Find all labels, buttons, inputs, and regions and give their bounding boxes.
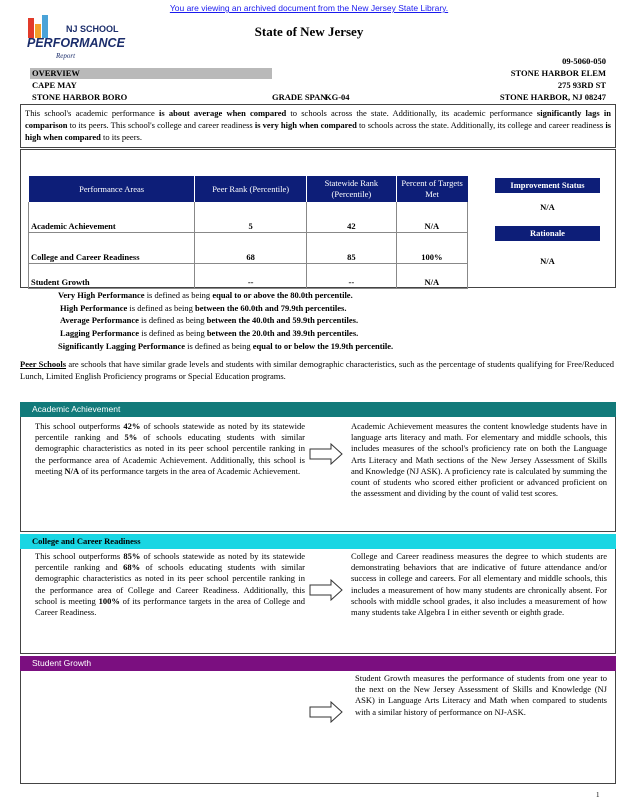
- academic-achievement-header: Academic Achievement: [20, 402, 616, 417]
- school-city-state-zip: STONE HARBOR, NJ 08247: [499, 92, 606, 102]
- academic-achievement-body: [20, 417, 616, 532]
- peer-schools-note: Peer Schools are schools that have similar grade levels and students with similar demographic characteristics, such as the percentage of students qualifying for Free/Reduced Lunch, Limited English Proficiency programs or Special Education programs.: [20, 359, 615, 381]
- arrow-right-icon: [309, 443, 343, 465]
- row-statewide-rank: 42: [307, 202, 397, 233]
- rationale-header: Rationale: [495, 226, 600, 241]
- student-growth-header: Student Growth: [20, 656, 616, 671]
- row-area: Student Growth: [29, 264, 195, 289]
- performance-table: [28, 176, 468, 289]
- definition-item: High Performance is defined as being between the 60.0th and 79.9th percentiles.: [60, 302, 347, 313]
- row-peer-rank: 68: [195, 233, 307, 264]
- header-peer-rank: Peer Rank (Percentile): [195, 176, 307, 202]
- student-growth-description: Student Growth measures the performance of students from one year to the next on the New Jersey Assessment of Skills and Knowledge (NJ ASK) in Language Arts Literacy and Math when compared to students with a similar history of performance on NJ-ASK.: [355, 673, 607, 717]
- row-area: College and Career Readiness: [29, 233, 195, 264]
- nj-school-performance-logo: [26, 14, 136, 66]
- performance-panel: [20, 149, 616, 288]
- logo-line2: PERFORMANCE: [27, 36, 125, 50]
- district-name: STONE HARBOR BORO: [32, 92, 128, 102]
- performance-summary: This school's academic performance is about average when compared to schools across the state. Additionally, its academic performance significantly lags in comparison to its peers. This school's college and career readiness is very high when compared to schools across the state. Additionally, its college and career readiness is high when compared to its peers.: [20, 104, 616, 148]
- header-statewide-rank: Statewide Rank (Percentile): [307, 176, 397, 202]
- table-row: [29, 233, 468, 264]
- rationale-value: N/A: [540, 256, 555, 266]
- row-statewide-rank: 85: [307, 233, 397, 264]
- college-career-readiness-description: College and Career readiness measures the degree to which students are demonstrating behaviors that are indicative of future attendance and/or success in college and careers. For all elementary and middle schools, this includes a measurement of how many students are chronically absent. For schools with middle school grades, it also includes a measurement of how many students take Algebra I in either seventh or eighth grade.: [351, 551, 607, 618]
- table-row: [29, 202, 468, 233]
- header-targets-met: Percent of Targets Met: [396, 176, 467, 202]
- definition-item: Average Performance is defined as being between the 40.0th and 59.9th percentiles.: [60, 315, 359, 326]
- academic-achievement-summary: This school outperforms 42% of schools statewide as noted by its statewide percentile ranking and 5% of schools educating students with similar demographic characteristics as noted in its peer school percentile ranking in the performance area of Academic Achievement. Additionally, this school is meeting N/A of its performance targets in the area of Academic Achievement.: [35, 421, 305, 476]
- arrow-right-icon: [309, 579, 343, 601]
- school-code: 09-5060-050: [562, 56, 606, 66]
- definition-item: Very High Performance is defined as being equal to or above the 80.0th percentile.: [58, 290, 353, 300]
- college-career-readiness-summary: This school outperforms 85% of schools statewide as noted by its statewide percentile ranking and 68% of schools educating students with similar demographic characteristics as noted in its peer school percentile ranking in the performance area of College and Career Readiness. Additionally, this school is meeting 100% of its performance targets in the area of College and Career Readiness.: [35, 551, 305, 618]
- logo-line1: NJ SCHOOL: [66, 24, 119, 34]
- academic-achievement-description: Academic Achievement measures the content knowledge students have in language arts literacy and math. For elementary and middle schools, this includes measures of the school's proficiency rate on both the Language Arts Literacy and Math sections of the New Jersey Assessment of Skills and Knowledge (NJ ASK). A proficiency rate is calculated by summing the count of students who scored either proficient or advanced proficient on the assessment and dividing by the count of valid test scores.: [351, 421, 607, 499]
- county-name: CAPE MAY: [32, 80, 77, 90]
- school-address: 275 93RD ST: [557, 80, 606, 90]
- definition-item: Lagging Performance is defined as being between the 20.0th and 39.9th percentiles.: [60, 328, 359, 339]
- row-statewide-rank: --: [307, 264, 397, 289]
- arrow-right-icon: [309, 701, 343, 723]
- row-peer-rank: 5: [195, 202, 307, 233]
- archive-notice-link[interactable]: You are viewing an archived document from the New Jersey State Library.: [169, 3, 449, 13]
- row-targets-met: 100%: [396, 233, 467, 264]
- improvement-status-header: Improvement Status: [495, 178, 600, 193]
- college-career-readiness-header: College and Career Readiness: [20, 534, 616, 549]
- header-performance-areas: Performance Areas: [29, 176, 195, 202]
- grade-span-label: GRADE SPAN: [272, 92, 327, 102]
- definition-item: Significantly Lagging Performance is defined as being equal to or below the 19.9th percentile.: [58, 340, 394, 351]
- logo-line3: Report: [56, 52, 76, 60]
- state-title: State of New Jersey: [254, 24, 364, 39]
- table-row: [29, 264, 468, 289]
- overview-label: OVERVIEW: [32, 68, 80, 78]
- row-area: Academic Achievement: [29, 202, 195, 233]
- row-targets-met: N/A: [396, 264, 467, 289]
- performance-definitions: [58, 289, 598, 353]
- page-number: 1: [596, 791, 600, 799]
- row-targets-met: N/A: [396, 202, 467, 233]
- school-name: STONE HARBOR ELEM: [510, 68, 606, 78]
- row-peer-rank: --: [195, 264, 307, 289]
- grade-span-value: KG-04: [325, 92, 350, 102]
- improvement-status-value: N/A: [540, 202, 555, 212]
- student-growth-body: [20, 671, 616, 784]
- college-career-readiness-body: [20, 549, 616, 654]
